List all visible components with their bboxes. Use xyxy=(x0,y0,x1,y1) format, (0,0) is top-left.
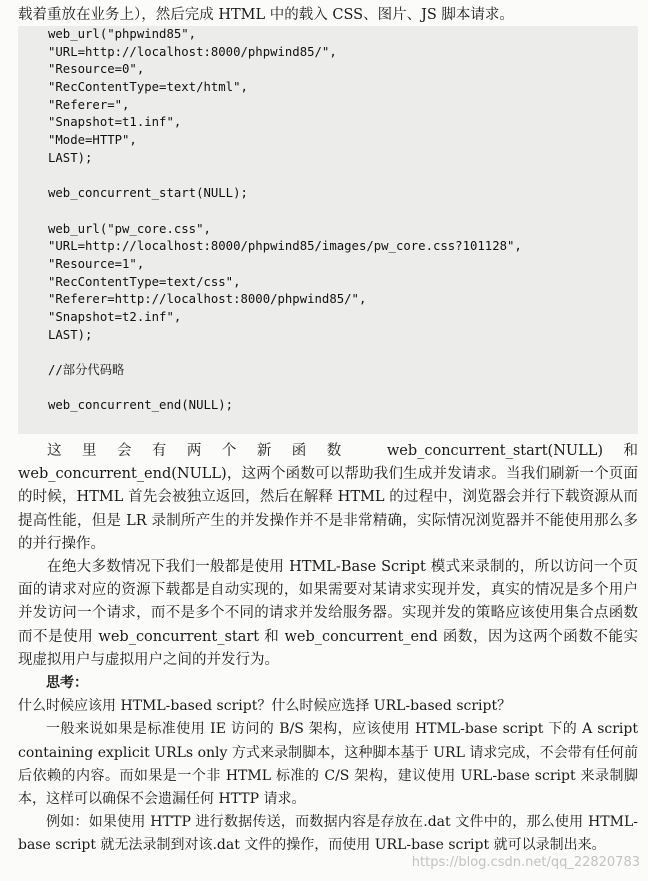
think-question: 什么时候应该用 HTML-based script？什么时候应选择 URL-based script？ xyxy=(18,698,512,715)
watermark: https://blog.csdn.net/qq_22820783 xyxy=(411,855,640,870)
code-line: web_url("pw_core.css", xyxy=(48,221,211,236)
code-line xyxy=(48,203,522,221)
think-heading: 思考： xyxy=(46,675,88,691)
code-line: LAST); xyxy=(48,150,93,165)
code-line: "Snapshot=t1.inf", xyxy=(48,115,182,130)
think-answer: 一般来说如果是标准使用 IE 访问的 B/S 架构，应该使用 HTML-base script 下的 A script containing explicit URLs only 方式来录制脚本，这种脚本基于 URL 请求完成，不会带有任何前后依赖的内容。而如果是一个非 HTML 标准的 C/S 架构，建议使用 URL-base script 来录制脚本，这样可以确保不会遗漏任何 HTTP 请求。 xyxy=(18,721,638,808)
code-line: web_url("phpwind85", xyxy=(48,27,197,41)
body-text xyxy=(18,440,638,672)
code-lines xyxy=(48,26,522,415)
code-line: "Resource=0", xyxy=(48,62,145,77)
code-line: "Snapshot=t2.inf", xyxy=(48,310,182,324)
code-block xyxy=(18,26,638,434)
code-line: "Mode=HTTP", xyxy=(48,133,137,148)
code-line: "RecContentType=text/css", xyxy=(48,274,241,289)
think-section xyxy=(18,672,638,858)
code-line: "RecContentType=text/html", xyxy=(48,80,248,95)
intro-line: 载着重放在业务上），然后完成 HTML 中的载入 CSS、图片、JS 脚本请求。 xyxy=(18,7,514,23)
code-line: web_concurrent_end(NULL); xyxy=(48,398,234,413)
code-line: LAST); xyxy=(48,327,93,342)
code-line xyxy=(48,344,522,362)
code-line: web_concurrent_start(NULL); xyxy=(48,186,248,201)
code-line: "URL=http://localhost:8000/phpwind85/images/pw_core.css?101128", xyxy=(48,239,522,254)
paragraph: 这里会有两个新函数 web_concurrent_start(NULL)和 web_concurrent_end(NULL)，这两个函数可以帮助我们生成并发请求。当我们刷新一个页面的时候，HTML 首先会被独立返回，然后在解释 HTML 的过程中，浏览器会并行下载资源从而提高性能，但是 LR 录制所产生的并发操作并不是非常精确，实际情况浏览器并不能使用那么多的并行操作。 xyxy=(18,443,638,552)
code-line: "Resource=1", xyxy=(48,256,145,271)
code-line: "URL=http://localhost:8000/phpwind85/", xyxy=(48,44,337,59)
code-line xyxy=(48,168,522,186)
paragraph: 在绝大多数情况下我们一般都是使用 HTML-Base Script 模式来录制的，所以访问一个页面的请求对应的资源下载都是自动实现的，如果需要对某请求实现并发，真实的情况是多个用户并发访问一个请求，而不是多个不同的请求并发给服务器。实现并发的策略应该使用集合点函数而不是使用 web_concurrent_start 和 web_concurrent_end 函数，因为这两个函数不能实现虚拟用户与虚拟用户之间的并发行为。 xyxy=(18,559,638,668)
code-line xyxy=(48,380,522,398)
code-line: "Referer=", xyxy=(48,97,130,112)
think-example: 例如：如果使用 HTTP 进行数据传送，而数据内容是存放在.dat 文件中的，那么使用 HTML-base script 就无法录制到对该.dat 文件的操作，而使用 URL-base script 就可以录制出来。 xyxy=(18,814,638,854)
code-line: //部分代码略 xyxy=(48,363,125,378)
code-line: "Referer=http://localhost:8000/phpwind85/", xyxy=(48,292,367,307)
